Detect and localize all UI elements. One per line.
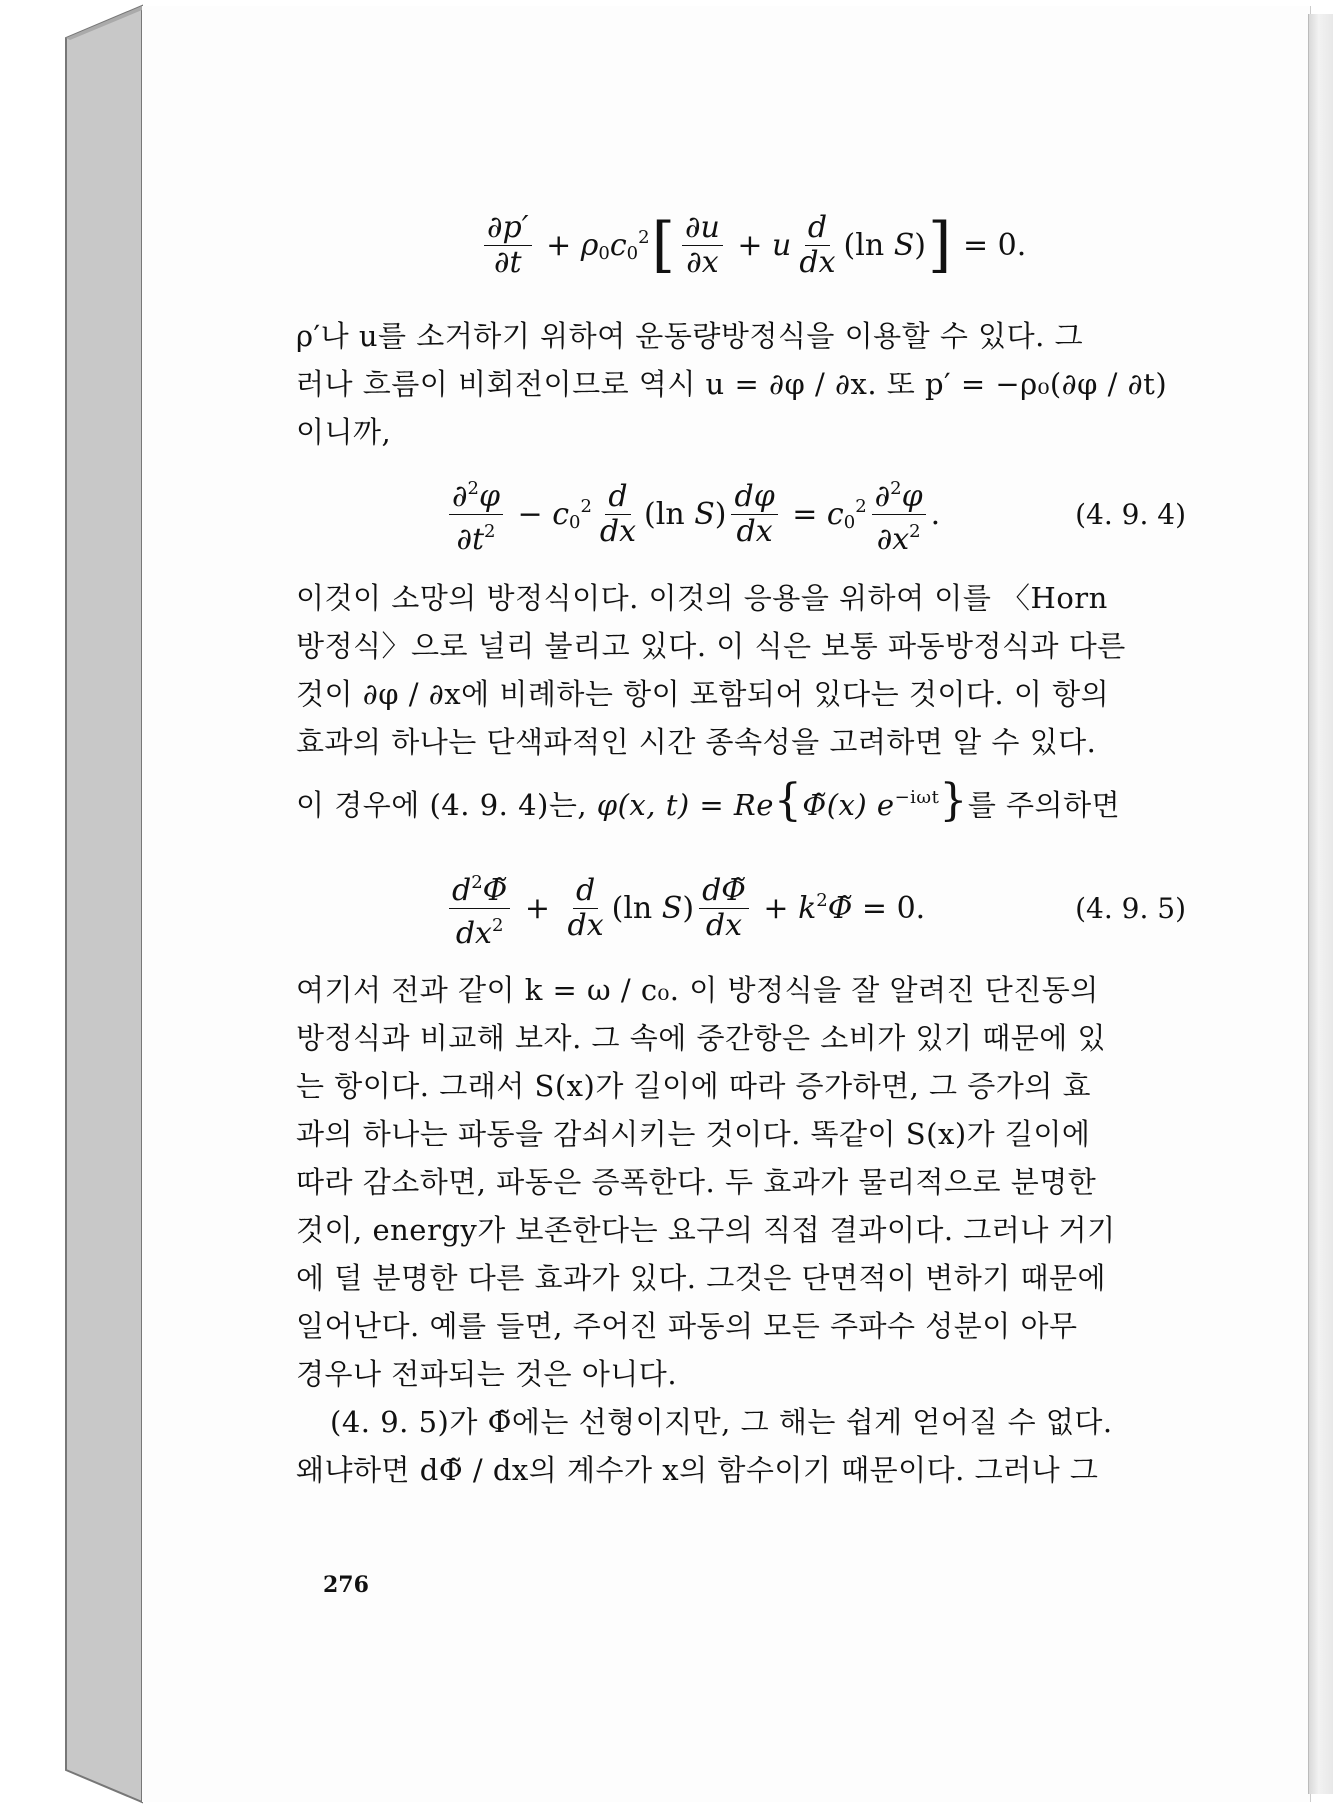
text-line: 일어난다. 예를 들면, 주어진 파동의 모든 주파수 성분이 아무 — [296, 1309, 1078, 1343]
text-line: 따라 감소하면, 파동은 증폭한다. 두 효과가 물리적으로 분명한 — [296, 1165, 1097, 1199]
text-line: 것이, energy가 보존한다는 요구의 직접 결과이다. 그러나 거기 — [296, 1213, 1116, 1247]
equation-horn: $\frac{\partial^2\varphi}{\partial t^2}$ − $c_0^2$ $\frac{d}{dx}$ (ln S) $\frac{d\varphi}{dx}$ = $c_0^2$ $\frac{\partial^2\varphi}{\partial x^2}$ . (4. 9. 4) — [296, 474, 1186, 554]
text-line: 이니까, — [296, 415, 392, 449]
equation-number: (4. 9. 5) — [1075, 891, 1186, 925]
text-line: 이 경우에 (4. 9. 4)는, φ(x, t) = Re{Φ̃(x) $e^{-i\omega t}$}를 주의하면 — [296, 775, 1121, 826]
text-line: 여기서 전과 같이 k = ω / c₀. 이 방정식을 잘 알려진 단진동의 — [296, 973, 1099, 1007]
text-line: 왜냐하면 dΦ̃ / dx의 계수가 x의 함수이기 때문이다. 그러나 그 — [296, 1453, 1099, 1487]
paragraph-1 — [296, 312, 1186, 456]
text-line: 방정식과 비교해 보자. 그 속에 중간항은 소비가 있기 때문에 있 — [296, 1021, 1107, 1055]
equation-webster: $\frac{d^2\Phĩ}{dx^2}$ + $\frac{d}{dx}$ (ln S) $\frac{d\Phĩ}{dx}$ + $k^2\Phĩ$ = 0. (4. 9. 5) — [296, 868, 1186, 948]
text-line: 과의 하나는 파동을 감쇠시키는 것이다. 똑같이 S(x)가 길이에 — [296, 1117, 1091, 1151]
text-line: 러나 흐름이 비회전이므로 역시 u = ∂φ / ∂x. 또 p′ = −ρ₀(∂φ / ∂t) — [296, 367, 1168, 401]
text-line: 것이 ∂φ / ∂x에 비례하는 항이 포함되어 있다는 것이다. 이 항의 — [296, 677, 1110, 711]
paragraph-2 — [296, 574, 1186, 829]
text-line: 는 항이다. 그래서 S(x)가 길이에 따라 증가하면, 그 증가의 효 — [296, 1069, 1092, 1103]
equation-continuity: $\frac{\partial p'}{\partial t}$ + $\rho_0c_0^2$ [ $\frac{\partial u}{\partial x}$ + u $\frac{d}{dx}$ (ln S) ] = 0. — [296, 205, 1186, 285]
text-line: 방정식〉으로 널리 불리고 있다. 이 식은 보통 파동방정식과 다른 — [296, 629, 1126, 663]
text-line: 에 덜 분명한 다른 효과가 있다. 그것은 단면적이 변하기 때문에 — [296, 1261, 1107, 1295]
text-line: 효과의 하나는 단색파적인 시간 종속성을 고려하면 알 수 있다. — [296, 725, 1097, 759]
equation-number: (4. 9. 4) — [1075, 497, 1186, 531]
text-line: 이것이 소망의 방정식이다. 이것의 응용을 위하여 이를 〈Horn — [296, 581, 1108, 615]
paragraph-3 — [296, 966, 1186, 1494]
text-line: (4. 9. 5)가 Φ̃에는 선형이지만, 그 해는 쉽게 얻어질 수 없다. — [330, 1405, 1113, 1439]
text-line: ρ′나 u를 소거하기 위하여 운동량방정식을 이용할 수 있다. 그 — [296, 319, 1084, 353]
page-number: 276 — [323, 1572, 369, 1598]
page-edge-shadow — [1308, 14, 1333, 1794]
text-line: 경우나 전파되는 것은 아니다. — [296, 1357, 678, 1391]
